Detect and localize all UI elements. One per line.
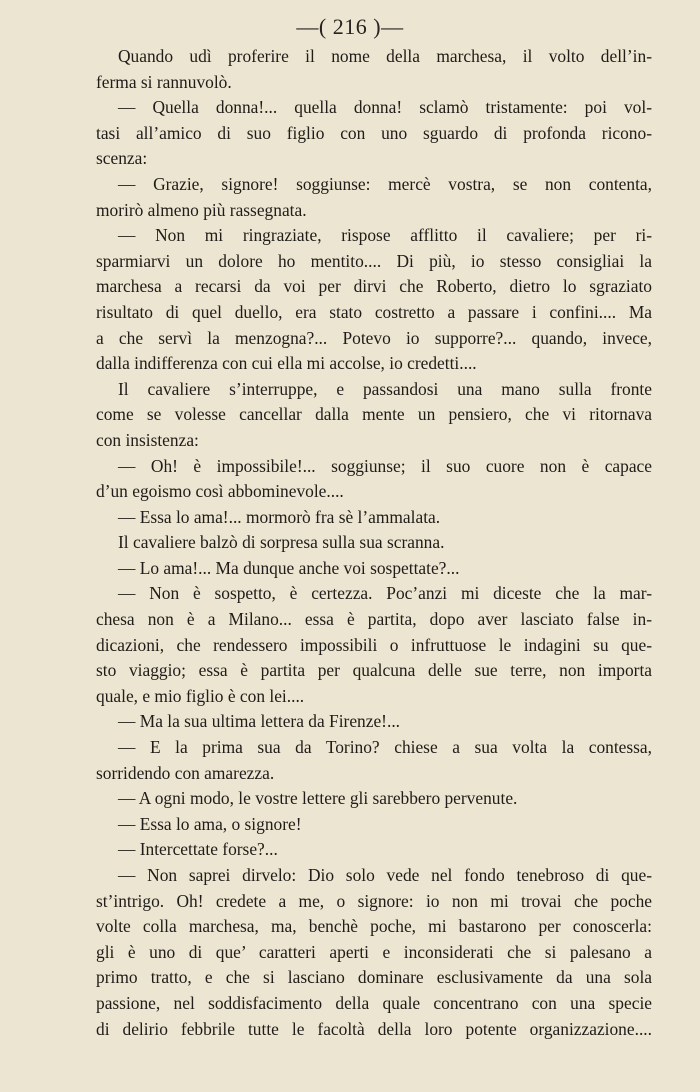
text-line: quale, e mio figlio è con lei.... bbox=[96, 685, 305, 706]
text-line: st’intrigo. Oh! credete a me, o signore: io non mi trovai che poche bbox=[96, 890, 652, 911]
body-text bbox=[96, 44, 652, 1042]
text-line: dicazioni, che rendessero impossibili o infruttuose le indagini su que- bbox=[96, 634, 652, 655]
text-line: — Non è sospetto, è certezza. Poc’anzi mi diceste che la mar- bbox=[118, 583, 652, 604]
text-line: tasi all’amico di suo figlio con uno sguardo di profonda ricono- bbox=[96, 122, 652, 143]
text-line: sparmiarvi un dolore ho mentito.... Di più, io stesso consigliai la bbox=[96, 250, 652, 271]
text-line: — Intercettate forse?... bbox=[118, 839, 278, 860]
text-line: chesa non è a Milano... essa è partita, dopo aver lasciato false in- bbox=[96, 609, 652, 630]
text-line: — Quella donna!... quella donna! sclamò tristamente: poi vol- bbox=[118, 97, 652, 118]
text-line: — Essa lo ama!... mormorò fra sè l’ammalata. bbox=[118, 506, 441, 527]
text-line: volte colla marchesa, ma, benchè poche, mi bastarono per conoscerla: bbox=[96, 916, 652, 937]
text-line: gli è uno di que’ caratteri aperti e inconsiderati che si palesano a bbox=[96, 941, 652, 962]
text-line: — Non saprei dirvelo: Dio solo vede nel fondo tenebroso di que- bbox=[118, 865, 652, 885]
text-line: d’un egoismo così abbominevole.... bbox=[96, 481, 344, 502]
text-line: — A ogni modo, le vostre lettere gli sarebbero pervenute. bbox=[118, 788, 518, 809]
text-line: — E la prima sua da Torino? chiese a sua volta la contessa, bbox=[118, 737, 652, 758]
text-line: Il cavaliere balzò di sorpresa sulla sua scranna. bbox=[118, 532, 445, 553]
text-line: morirò almeno più rassegnata. bbox=[96, 199, 307, 220]
text-line: — Grazie, signore! soggiunse: mercè vostra, se non contenta, bbox=[118, 173, 652, 194]
text-line: — Non mi ringraziate, rispose afflitto il cavaliere; per ri- bbox=[118, 225, 652, 246]
text-line: scenza: bbox=[96, 148, 148, 169]
text-line: come se volesse cancellar dalla mente un pensiero, che vi ritornava bbox=[96, 404, 652, 425]
text-line: — Oh! è impossibile!... soggiunse; il suo cuore non è capace bbox=[118, 455, 652, 476]
text-line: — Lo ama!... Ma dunque anche voi sospettate?... bbox=[118, 557, 460, 578]
text-line: a che servì la menzogna?... Potevo io supporre?... quando, invece, bbox=[96, 327, 652, 348]
text-line: marchesa a recarsi da voi per dirvi che Roberto, dietro lo sgraziato bbox=[96, 276, 652, 297]
text-line: Il cavaliere s’interruppe, e passandosi una mano sulla fronte bbox=[118, 378, 652, 399]
text-line: con insistenza: bbox=[96, 429, 199, 450]
text-line: di delirio febbrile tutte le facoltà della loro potente organizzazione.... bbox=[96, 1018, 652, 1039]
text-line: ferma si rannuvolò. bbox=[96, 71, 232, 92]
text-line: sto viaggio; essa è partita per qualcuna delle sue terre, non importa bbox=[96, 660, 652, 681]
text-line: risultato di quel duello, era stato costretto a passare i confini.... Ma bbox=[96, 301, 652, 322]
text-line: — Essa lo ama, o signore! bbox=[118, 813, 302, 834]
text-line: Quando udì proferire il nome della marchesa, il volto dell’in- bbox=[118, 46, 652, 66]
page-number: —( 216 )— bbox=[296, 14, 404, 39]
text-line: sorridendo con amarezza. bbox=[96, 762, 275, 783]
text-line: — Ma la sua ultima lettera da Firenze!... bbox=[118, 711, 401, 732]
text-line: primo tratto, e che si lasciano dominare esclusivamente da una sola bbox=[96, 967, 652, 988]
text-line: passione, nel soddisfacimento della quale concentrano con una specie bbox=[96, 992, 652, 1013]
text-line: dalla indifferenza con cui ella mi accolse, io credetti.... bbox=[96, 353, 477, 374]
